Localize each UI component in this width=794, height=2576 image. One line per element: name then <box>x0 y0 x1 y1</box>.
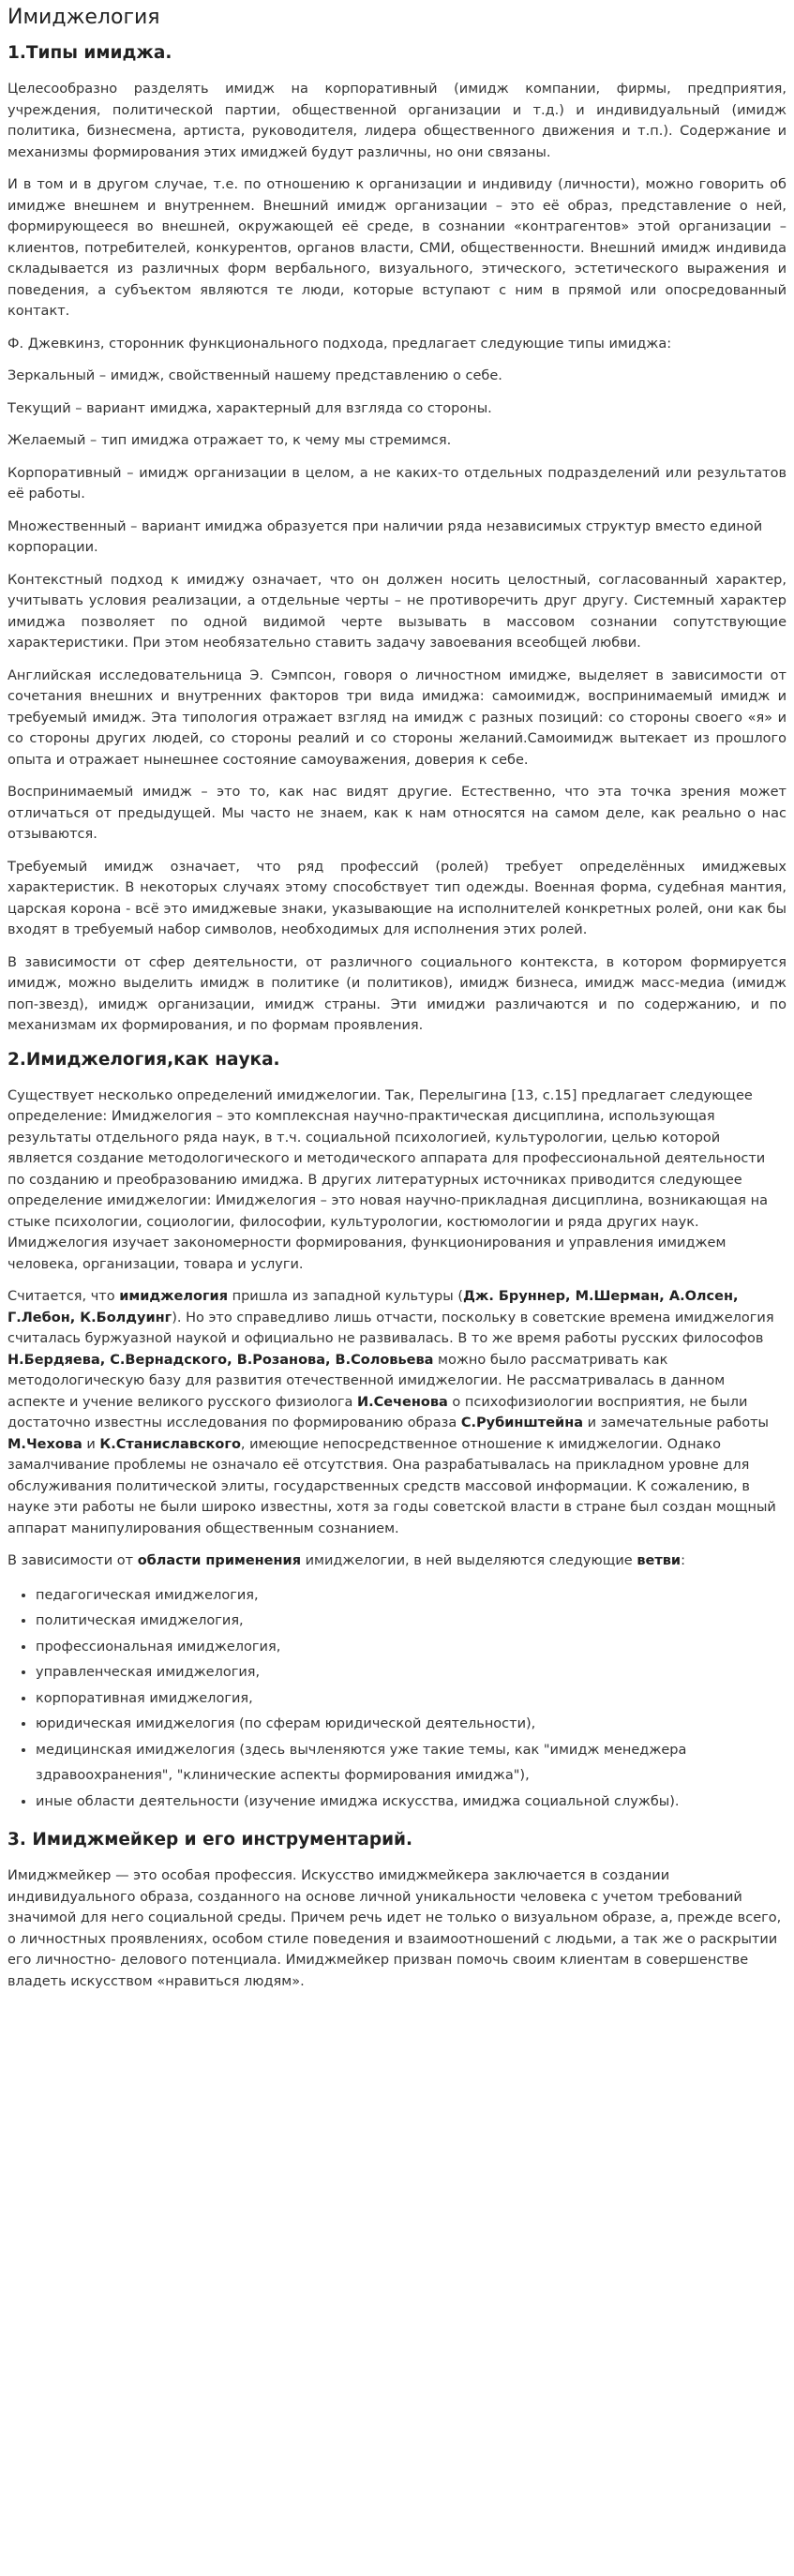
list-item: • корпоративная имиджелогия, <box>36 1686 787 1713</box>
bold-term: имиджелогия <box>119 1289 229 1304</box>
list-item: • медицинская имиджелогия (здесь вычленяются уже такие темы, как "имидж менеджера здравоохранения", "клинические аспекты формирования имиджа"), <box>36 1738 787 1790</box>
text-run: имиджелогии, в ней выделяются следующие <box>301 1553 637 1568</box>
paragraph: Текущий – вариант имиджа, характерный для взгляда со стороны. <box>7 400 492 416</box>
text-run: и <box>82 1436 100 1452</box>
section-1-heading: 1.Типы имиджа. <box>7 43 172 63</box>
text-run: пришла из западной культуры ( <box>228 1289 463 1304</box>
list-item: • иные области деятельности (изучение имиджа искусства, имиджа социальной службы). <box>36 1790 787 1816</box>
paragraph: Воспринимаемый имидж – это то, как нас видят другие. Естественно, что эта точка зрения может отличаться от предыдущей. Мы часто не знаем, как к нам относятся на самом деле, как реально о нас отзываются. <box>7 785 787 842</box>
text-run: можно было рассматривать как методологическую базу для развития отечественной имиджелогии. Не рассматривалась в данном аспекте и учение великого русского физиолога <box>7 1352 726 1410</box>
paragraph: И в том и в другом случае, т.е. по отношению к организации и индивиду (личности), можно говорить об имидже внешнем и внутреннем. Внешний имидж организации – это её образ, представление о ней, формирующееся во внешней, окружающей её среде, в сознании «контрагентов» этой организации – клиентов, потребителей, конкурентов, органов власти, СМИ, общественности. Внешний имидж индивида складывается из различных форм вербального, визуального, этического, эстетического выражения и поведения, а субъектом являются те люди, которые вступают с ним в прямой или опосредованный контакт. <box>7 177 787 319</box>
paragraph: Множественный – вариант имиджа образуется при наличии ряда независимых структур вместо единой корпорации. <box>7 518 763 555</box>
paragraph: Английская исследовательница Э. Сэмпсон, говоря о личностном имидже, выделяет в зависимости от сочетания внешних и внутренних факторов три вида имиджа: самоимидж, воспринимаемый имидж и требуемый имидж. Эта типология отражает взгляд на имидж с разных позиций: со стороны своего «я» и со стороны других людей, со стороны реалий и со стороны желаний.Самоимидж вытекает из прошлого опыта и отражает нынешнее состояние самоуважения, доверия к себе. <box>7 667 787 768</box>
text-run: В зависимости от <box>7 1553 138 1568</box>
text-run: о психофизиологии восприятия, не были достаточно известны исследования по формированию образа <box>7 1394 748 1430</box>
bold-names: И.Сеченова <box>356 1394 448 1410</box>
bold-term: области применения <box>137 1553 302 1568</box>
bold-names: К.Станиславского <box>99 1436 241 1452</box>
paragraph: Требуемый имидж означает, что ряд профессий (ролей) требует определённых имиджевых характеристик. В некоторых случаях этому способствует тип одежды. Военная форма, судебная мантия, царская корона - всё это имиджевые знаки, указывающие на исполнителей конкретных ролей, они как бы входят в требуемый набор символов, необходимых для исполнения этих ролей. <box>7 859 787 937</box>
text-run: , имеющие непосредственное отношение к имиджелогии. Однако замалчивание проблемы не означало её отсутствия. Она разрабатывалась на прикладном уровне для обслуживания политической элиты, государственных средств массовой информации. К сожалению, в науке эти работы не были широко известны, хотя за годы советской власти в стране был создан мощный аппарат манипулирования общественным сознанием. <box>7 1436 776 1536</box>
paragraph: Имиджмейкер — это особая профессия. Искусство имиджмейкера заключается в создании индивидуального образа, созданного на основе личной уникальности человека с учетом требований значимой для него социальной среды. Причем речь идет не только о визуальном образе, а, прежде всего, о личностных проявлениях, особом стиле поведения и взаимоотношений с людьми, а так же о раскрытии его личностно- делового потенциала. Имиджмейкер призван помочь своим клиентам в совершенстве владеть искусством «нравиться людям». <box>7 1868 782 1989</box>
bold-names: Н.Бердяева, С.Вернадского, В.Розанова, В.Соловьева <box>7 1352 434 1368</box>
bold-names: С.Рубинштейна <box>460 1415 583 1430</box>
bold-names: М.Чехова <box>7 1436 82 1452</box>
paragraph: Целесообразно разделять имидж на корпоративный (имидж компании, фирмы, предприятия, учреждения, политической партии, общественной организации и т.д.) и индивидуальный (имидж политика, бизнесмена, артиста, руководителя, лидера общественного движения и т.п.). Содержание и механизмы формирования этих имиджей будут различны, но они связаны. <box>7 82 787 160</box>
paragraph: Желаемый – тип имиджа отражает то, к чему мы стремимся. <box>7 433 452 448</box>
list-item: • политическая имиджелогия, <box>36 1609 787 1635</box>
text-run: Считается, что <box>7 1289 120 1304</box>
section-2-heading: 2.Имиджелогия,как наука. <box>7 1049 280 1070</box>
paragraph: Зеркальный – имидж, свойственный нашему представлению о себе. <box>7 368 502 383</box>
list-item: • профессиональная имиджелогия, <box>36 1635 787 1661</box>
text-run: и замечательные работы <box>583 1415 769 1430</box>
paragraph <box>7 1550 787 1572</box>
paragraph <box>7 1286 787 1539</box>
page-title: Имиджелогия <box>7 6 160 29</box>
bold-term: ветви <box>637 1553 682 1568</box>
bold-names: Дж. Бруннер, М.Шерман, А.Олсен, Г.Лебон, К.Болдуинг <box>7 1289 739 1325</box>
section-3-heading: 3. Имиджмейкер и его инструментарий. <box>7 1830 413 1850</box>
paragraph: Корпоративный – имидж организации в целом, а не каких-то отдельных подразделений или результатов её работы. <box>7 465 787 502</box>
paragraph: Контекстный подход к имиджу означает, что он должен носить целостный, согласованный характер, учитывать условия реализации, а отдельные черты – не противоречить друг другу. Системный характер имиджа позволяет по одной видимой черте вызывать в массовом сознании сопутствующие характеристики. При этом необязательно ставить задачу завоевания всеобщей любви. <box>7 572 787 651</box>
paragraph: Ф. Джевкинз, сторонник функционального подхода, предлагает следующие типы имиджа: <box>7 336 672 352</box>
branches-list <box>7 1583 787 1816</box>
text-run: ). Но это справедливо лишь отчасти, поскольку в советские времена имиджелогия считалась буржуазной наукой и официально не развивалась. В то же время работы русских философов <box>7 1310 774 1346</box>
list-item: • юридическая имиджелогия (по сферам юридической деятельности), <box>36 1712 787 1738</box>
paragraph: В зависимости от сфер деятельности, от различного социального контекста, в котором формируется имидж, можно выделить имидж в политике (и политиков), имидж бизнеса, имидж масс-медиа (имидж поп-звезд), имидж организации, имидж страны. Эти имиджи различаются и по содержанию, и по механизмам их формирования, и по формам проявления. <box>7 954 787 1033</box>
paragraph: Существует несколько определений имиджелогии. Так, Перелыгина [13, с.15] предлагает следующее определение: Имиджелогия – это комплексная научно-практическая дисциплина, использующая результаты отдельного ряда наук, в т.ч. социальной психологией, культурологии, целью которой является создание методологического и методического аппарата для профессиональной деятельности по созданию и преобразованию имиджа. В других литературных источниках приводится следующее определение имиджелогии: Имиджелогия – это новая научно-прикладная дисциплина, возникающая на стыке психологии, социологии, философии, культурологии, костюмологии и ряда других наук. Имиджелогия изучает закономерности формирования, функционирования и управления имиджем человека, организации, товара и услуги. <box>7 1087 768 1272</box>
list-item: • управленческая имиджелогия, <box>36 1660 787 1686</box>
list-item: • педагогическая имиджелогия, <box>36 1583 787 1610</box>
text-run: : <box>681 1553 685 1568</box>
